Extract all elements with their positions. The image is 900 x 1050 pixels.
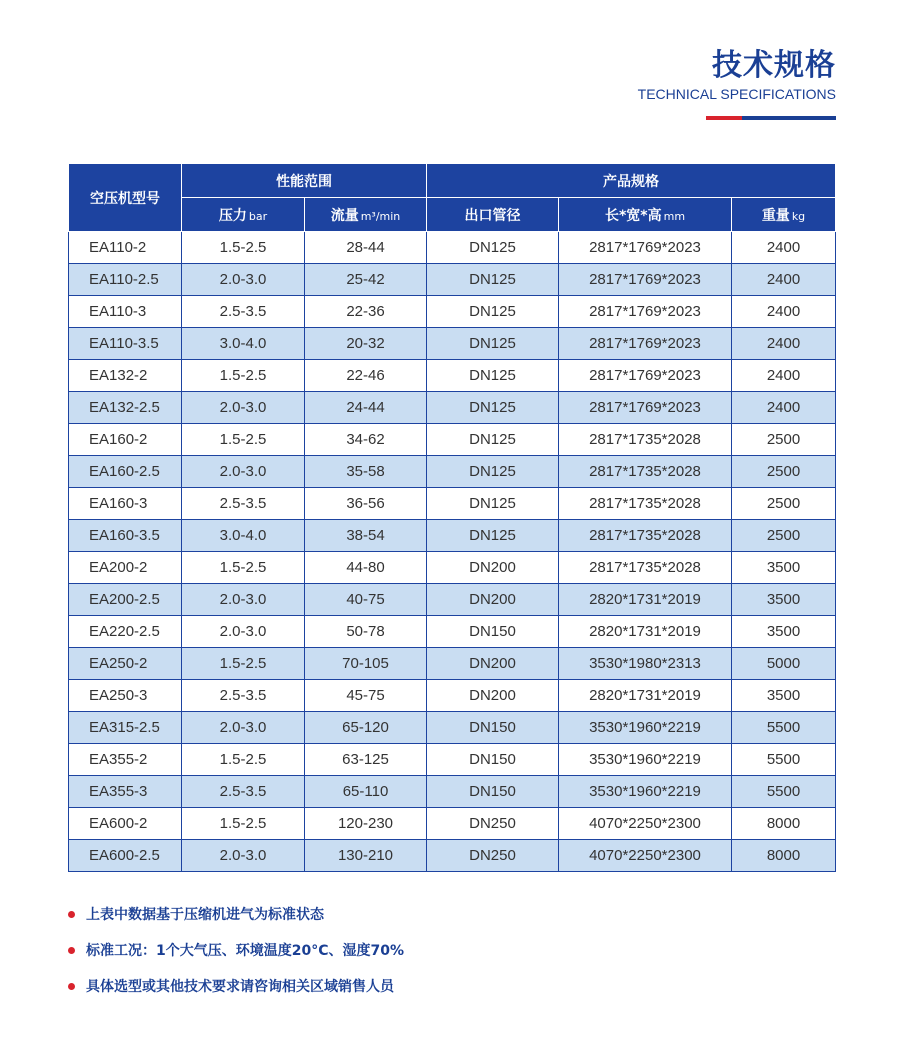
table-row — [69, 616, 836, 648]
cell-pressure: 1.5-2.5 — [182, 552, 305, 584]
cell-weight: 2400 — [732, 264, 836, 296]
cell-pressure: 2.0-3.0 — [182, 712, 305, 744]
cell-model: EA132-2.5 — [69, 392, 182, 424]
col-group-performance: 性能范围 — [182, 164, 427, 198]
cell-dimensions: 2820*1731*2019 — [559, 616, 732, 648]
table-row — [69, 360, 836, 392]
cell-dimensions: 2817*1735*2028 — [559, 424, 732, 456]
cell-model: EA220-2.5 — [69, 616, 182, 648]
col-header-weight-unit: kg — [791, 209, 806, 223]
cell-dimensions: 2817*1735*2028 — [559, 552, 732, 584]
cell-outlet: DN150 — [427, 712, 559, 744]
cell-pressure: 2.5-3.5 — [182, 488, 305, 520]
cell-weight: 2500 — [732, 488, 836, 520]
cell-weight: 8000 — [732, 808, 836, 840]
cell-model: EA110-2.5 — [69, 264, 182, 296]
cell-dimensions: 2820*1731*2019 — [559, 680, 732, 712]
cell-weight: 2400 — [732, 328, 836, 360]
cell-dimensions: 2817*1769*2023 — [559, 360, 732, 392]
cell-outlet: DN125 — [427, 456, 559, 488]
table-row — [69, 488, 836, 520]
cell-pressure: 2.0-3.0 — [182, 616, 305, 648]
cell-pressure: 2.5-3.5 — [182, 296, 305, 328]
note-item — [68, 968, 404, 1004]
cell-model: EA110-3 — [69, 296, 182, 328]
col-header-pressure-unit: bar — [248, 209, 268, 223]
note-text: 标准工况：1个大气压、环境温度20°C、湿度70% — [86, 943, 405, 959]
table-row — [69, 456, 836, 488]
cell-pressure: 1.5-2.5 — [182, 648, 305, 680]
cell-model: EA250-3 — [69, 680, 182, 712]
cell-model: EA160-2.5 — [69, 456, 182, 488]
cell-pressure: 2.0-3.0 — [182, 584, 305, 616]
cell-dimensions: 2817*1769*2023 — [559, 232, 732, 264]
cell-outlet: DN125 — [427, 296, 559, 328]
cell-pressure: 1.5-2.5 — [182, 232, 305, 264]
col-header-flow-unit: m³/min — [360, 209, 401, 223]
cell-outlet: DN150 — [427, 776, 559, 808]
col-header-flow — [305, 198, 427, 232]
cell-dimensions: 3530*1960*2219 — [559, 712, 732, 744]
cell-model: EA110-2 — [69, 232, 182, 264]
cell-model: EA600-2 — [69, 808, 182, 840]
table-row — [69, 680, 836, 712]
accent-bar-red — [706, 116, 742, 120]
page-subtitle: TECHNICAL SPECIFICATIONS — [637, 86, 836, 102]
cell-flow: 63-125 — [305, 744, 427, 776]
cell-flow: 22-36 — [305, 296, 427, 328]
cell-outlet: DN125 — [427, 424, 559, 456]
cell-model: EA132-2 — [69, 360, 182, 392]
cell-pressure: 2.0-3.0 — [182, 264, 305, 296]
col-header-outlet: 出口管径 — [427, 198, 559, 232]
col-header-dimensions-unit: mm — [663, 209, 686, 223]
cell-dimensions: 2820*1731*2019 — [559, 584, 732, 616]
note-text: 上表中数据基于压缩机进气为标准状态 — [86, 907, 324, 923]
cell-model: EA250-2 — [69, 648, 182, 680]
table-row — [69, 584, 836, 616]
header-accent-bar — [706, 116, 836, 120]
cell-flow: 65-110 — [305, 776, 427, 808]
spec-table — [68, 163, 836, 872]
cell-outlet: DN125 — [427, 264, 559, 296]
cell-pressure: 1.5-2.5 — [182, 424, 305, 456]
cell-outlet: DN125 — [427, 488, 559, 520]
bullet-dot-icon — [68, 911, 75, 918]
cell-pressure: 1.5-2.5 — [182, 744, 305, 776]
cell-weight: 2500 — [732, 456, 836, 488]
cell-outlet: DN125 — [427, 392, 559, 424]
cell-weight: 2400 — [732, 232, 836, 264]
cell-outlet: DN150 — [427, 744, 559, 776]
cell-model: EA200-2 — [69, 552, 182, 584]
table-row — [69, 840, 836, 872]
cell-outlet: DN250 — [427, 840, 559, 872]
cell-pressure: 3.0-4.0 — [182, 328, 305, 360]
cell-dimensions: 2817*1769*2023 — [559, 296, 732, 328]
bullet-dot-icon — [68, 983, 75, 990]
bullet-dot-icon — [68, 947, 75, 954]
cell-outlet: DN125 — [427, 520, 559, 552]
cell-flow: 130-210 — [305, 840, 427, 872]
cell-flow: 45-75 — [305, 680, 427, 712]
cell-model: EA315-2.5 — [69, 712, 182, 744]
cell-flow: 50-78 — [305, 616, 427, 648]
cell-weight: 2400 — [732, 360, 836, 392]
cell-dimensions: 4070*2250*2300 — [559, 840, 732, 872]
cell-pressure: 3.0-4.0 — [182, 520, 305, 552]
table-row — [69, 712, 836, 744]
cell-flow: 24-44 — [305, 392, 427, 424]
table-row — [69, 232, 836, 264]
header-row-columns — [69, 198, 836, 232]
notes-list — [68, 896, 404, 1004]
cell-dimensions: 2817*1769*2023 — [559, 264, 732, 296]
table-row — [69, 808, 836, 840]
cell-model: EA600-2.5 — [69, 840, 182, 872]
cell-dimensions: 2817*1735*2028 — [559, 456, 732, 488]
cell-outlet: DN250 — [427, 808, 559, 840]
cell-weight: 5000 — [732, 648, 836, 680]
spec-table-head — [69, 164, 836, 232]
cell-flow: 34-62 — [305, 424, 427, 456]
table-row — [69, 392, 836, 424]
cell-weight: 5500 — [732, 712, 836, 744]
cell-weight: 2500 — [732, 520, 836, 552]
cell-model: EA200-2.5 — [69, 584, 182, 616]
cell-outlet: DN200 — [427, 584, 559, 616]
cell-outlet: DN125 — [427, 328, 559, 360]
cell-dimensions: 2817*1735*2028 — [559, 520, 732, 552]
cell-model: EA160-3.5 — [69, 520, 182, 552]
col-header-pressure — [182, 198, 305, 232]
cell-pressure: 2.5-3.5 — [182, 680, 305, 712]
note-text: 具体选型或其他技术要求请咨询相关区域销售人员 — [86, 979, 394, 995]
table-row — [69, 520, 836, 552]
cell-dimensions: 3530*1980*2313 — [559, 648, 732, 680]
table-row — [69, 328, 836, 360]
cell-flow: 120-230 — [305, 808, 427, 840]
table-row — [69, 552, 836, 584]
cell-dimensions: 2817*1769*2023 — [559, 392, 732, 424]
table-row — [69, 264, 836, 296]
cell-model: EA355-3 — [69, 776, 182, 808]
cell-dimensions: 4070*2250*2300 — [559, 808, 732, 840]
table-row — [69, 776, 836, 808]
col-header-weight-label: 重量 — [761, 207, 790, 224]
cell-weight: 3500 — [732, 584, 836, 616]
cell-model: EA110-3.5 — [69, 328, 182, 360]
col-group-product: 产品规格 — [427, 164, 836, 198]
note-item — [68, 932, 404, 968]
cell-weight: 3500 — [732, 680, 836, 712]
cell-dimensions: 2817*1735*2028 — [559, 488, 732, 520]
cell-model: EA355-2 — [69, 744, 182, 776]
cell-model: EA160-2 — [69, 424, 182, 456]
col-header-model: 空压机型号 — [69, 164, 182, 232]
cell-pressure: 1.5-2.5 — [182, 808, 305, 840]
cell-flow: 20-32 — [305, 328, 427, 360]
cell-pressure: 2.5-3.5 — [182, 776, 305, 808]
cell-outlet: DN200 — [427, 680, 559, 712]
cell-dimensions: 2817*1769*2023 — [559, 328, 732, 360]
cell-weight: 2500 — [732, 424, 836, 456]
cell-dimensions: 3530*1960*2219 — [559, 744, 732, 776]
cell-dimensions: 3530*1960*2219 — [559, 776, 732, 808]
cell-outlet: DN125 — [427, 232, 559, 264]
cell-flow: 36-56 — [305, 488, 427, 520]
cell-flow: 65-120 — [305, 712, 427, 744]
col-header-pressure-label: 压力 — [218, 207, 247, 224]
cell-weight: 2400 — [732, 296, 836, 328]
spec-table-body — [69, 232, 836, 872]
table-row — [69, 296, 836, 328]
cell-weight: 5500 — [732, 744, 836, 776]
cell-flow: 28-44 — [305, 232, 427, 264]
header-row-groups — [69, 164, 836, 198]
cell-flow: 38-54 — [305, 520, 427, 552]
note-item — [68, 896, 404, 932]
cell-pressure: 2.0-3.0 — [182, 392, 305, 424]
cell-flow: 40-75 — [305, 584, 427, 616]
cell-model: EA160-3 — [69, 488, 182, 520]
cell-outlet: DN125 — [427, 360, 559, 392]
cell-pressure: 2.0-3.0 — [182, 456, 305, 488]
table-row — [69, 744, 836, 776]
cell-outlet: DN150 — [427, 616, 559, 648]
cell-outlet: DN200 — [427, 552, 559, 584]
accent-bar-blue — [742, 116, 836, 120]
cell-pressure: 2.0-3.0 — [182, 840, 305, 872]
cell-weight: 3500 — [732, 616, 836, 648]
cell-flow: 25-42 — [305, 264, 427, 296]
page-title: 技术规格 — [712, 48, 836, 83]
cell-weight: 2400 — [732, 392, 836, 424]
cell-weight: 3500 — [732, 552, 836, 584]
cell-outlet: DN200 — [427, 648, 559, 680]
cell-pressure: 1.5-2.5 — [182, 360, 305, 392]
table-row — [69, 648, 836, 680]
cell-flow: 22-46 — [305, 360, 427, 392]
cell-flow: 35-58 — [305, 456, 427, 488]
col-header-flow-label: 流量 — [330, 207, 359, 224]
table-row — [69, 424, 836, 456]
cell-weight: 8000 — [732, 840, 836, 872]
col-header-dimensions-label: 长*宽*高 — [604, 207, 662, 224]
cell-weight: 5500 — [732, 776, 836, 808]
cell-flow: 44-80 — [305, 552, 427, 584]
cell-flow: 70-105 — [305, 648, 427, 680]
col-header-dimensions — [559, 198, 732, 232]
col-header-weight — [732, 198, 836, 232]
